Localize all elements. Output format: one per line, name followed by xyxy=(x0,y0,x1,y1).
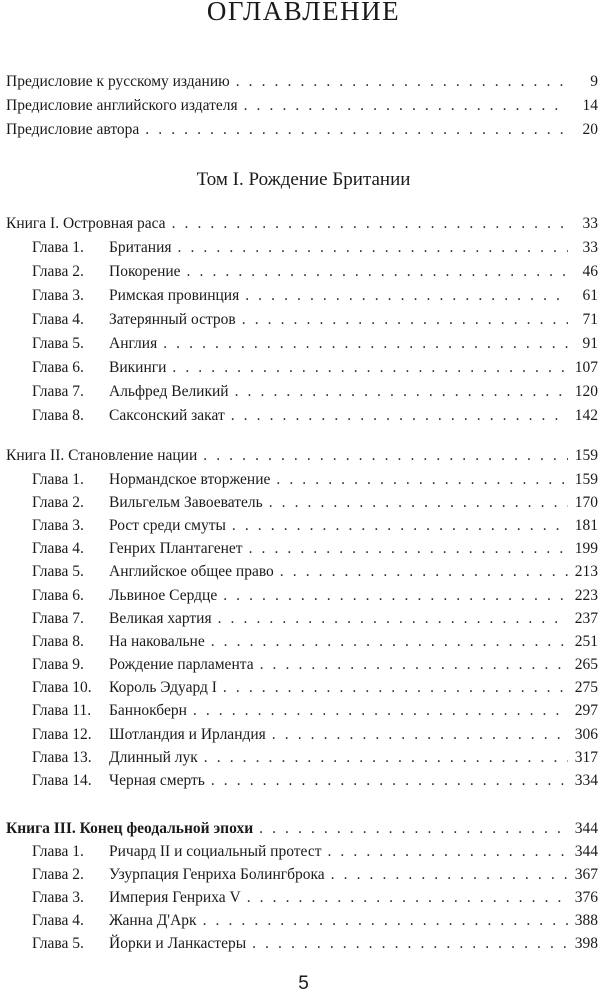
toc-chapter[interactable] xyxy=(32,746,598,769)
dot-leader xyxy=(163,332,568,355)
chapter-number: Глава 1. xyxy=(32,239,84,256)
dot-leader xyxy=(223,676,568,699)
chapter-label: Львиное Сердце xyxy=(109,587,218,604)
chapter-number: Глава 6. xyxy=(32,587,84,604)
dot-leader xyxy=(178,236,568,259)
toc-book-3[interactable] xyxy=(6,817,598,840)
dot-leader xyxy=(249,537,568,560)
entry-page: 9 xyxy=(590,73,598,90)
toc-entry-front-2[interactable] xyxy=(6,94,598,117)
toc-entry-front-3[interactable] xyxy=(6,118,598,141)
chapter-label: Ричард II и социальный протест xyxy=(109,843,322,860)
toc-chapter[interactable] xyxy=(32,560,598,583)
dot-leader xyxy=(211,769,568,792)
chapter-page: 213 xyxy=(574,563,598,580)
toc-chapter[interactable] xyxy=(32,886,598,909)
chapter-label: Англия xyxy=(109,335,158,352)
chapter-label: Саксонский закат xyxy=(109,407,225,424)
chapter-page: 223 xyxy=(574,587,598,604)
chapter-page: 71 xyxy=(582,311,598,328)
chapter-number: Глава 6. xyxy=(32,359,84,376)
toc-chapter[interactable] xyxy=(32,840,598,863)
book-page: 33 xyxy=(582,215,598,232)
book-page: 344 xyxy=(574,820,598,837)
chapter-label: Английское общее право xyxy=(109,563,274,580)
dot-leader xyxy=(231,404,568,427)
toc-chapter[interactable] xyxy=(32,284,598,307)
dot-leader xyxy=(211,630,568,653)
toc-chapter[interactable] xyxy=(32,932,598,955)
entry-label: Предисловие английского издателя xyxy=(6,97,238,114)
toc-chapter[interactable] xyxy=(32,491,598,514)
book-page: 159 xyxy=(574,447,598,464)
dot-leader xyxy=(187,260,568,283)
chapter-label: Генрих Плантагенет xyxy=(109,540,243,557)
toc-chapter[interactable] xyxy=(32,236,598,259)
chapter-number: Глава 8. xyxy=(32,407,84,424)
chapter-number: Глава 3. xyxy=(32,287,84,304)
chapter-number: Глава 8. xyxy=(32,633,84,650)
toc-chapter[interactable] xyxy=(32,607,598,630)
dot-leader xyxy=(276,468,568,491)
toc-chapter[interactable] xyxy=(32,699,598,722)
chapter-page: 46 xyxy=(582,263,598,280)
dot-leader xyxy=(218,607,568,630)
chapter-page: 91 xyxy=(582,335,598,352)
chapter-number: Глава 12. xyxy=(32,726,92,743)
dot-leader xyxy=(327,840,568,863)
entry-label: Предисловие автора xyxy=(6,121,140,138)
chapter-number: Глава 4. xyxy=(32,311,84,328)
dot-leader xyxy=(252,932,568,955)
toc-chapter[interactable] xyxy=(32,769,598,792)
chapter-label: На наковальне xyxy=(109,633,205,650)
book-label: Книга I. Островная раса xyxy=(6,215,166,232)
dot-leader xyxy=(145,118,568,141)
chapter-label: Британия xyxy=(109,239,172,256)
chapter-page: 237 xyxy=(574,610,598,627)
page-title: ОГЛАВЛЕНИЕ xyxy=(206,0,401,26)
chapter-label: Римская провинция xyxy=(109,287,240,304)
toc-chapter[interactable] xyxy=(32,468,598,491)
dot-leader xyxy=(235,380,568,403)
dot-leader xyxy=(247,886,568,909)
toc-chapter[interactable] xyxy=(32,332,598,355)
chapter-number: Глава 7. xyxy=(32,610,84,627)
chapter-label: Черная смерть xyxy=(109,772,205,789)
chapter-number: Глава 1. xyxy=(32,471,84,488)
chapter-number: Глава 3. xyxy=(32,889,84,906)
chapter-number: Глава 9. xyxy=(32,656,84,673)
toc-chapter[interactable] xyxy=(32,537,598,560)
dot-leader xyxy=(203,444,568,467)
entry-page: 20 xyxy=(582,121,598,138)
chapter-page: 33 xyxy=(582,239,598,256)
chapter-number: Глава 3. xyxy=(32,517,84,534)
chapter-label: Шотландия и Ирландия xyxy=(109,726,266,743)
chapter-page: 297 xyxy=(574,702,598,719)
toc-chapter[interactable] xyxy=(32,514,598,537)
chapter-page: 120 xyxy=(574,383,598,400)
toc-chapter[interactable] xyxy=(32,630,598,653)
dot-leader xyxy=(232,514,568,537)
dot-leader xyxy=(203,909,568,932)
book-label: Книга II. Становление нации xyxy=(6,447,198,464)
chapter-label: Покорение xyxy=(109,263,181,280)
chapter-page: 199 xyxy=(574,540,598,557)
dot-leader xyxy=(242,308,568,331)
chapter-page: 265 xyxy=(574,656,598,673)
chapter-number: Глава 7. xyxy=(32,383,84,400)
entry-label: Предисловие к русскому изданию xyxy=(6,73,230,90)
dot-leader xyxy=(223,584,568,607)
chapter-number: Глава 4. xyxy=(32,540,84,557)
chapter-label: Вильгельм Завоеватель xyxy=(109,494,263,511)
chapter-number: Глава 14. xyxy=(32,772,92,789)
chapter-label: Нормандское вторжение xyxy=(109,471,271,488)
chapter-number: Глава 1. xyxy=(32,843,84,860)
chapter-label: Король Эдуард I xyxy=(109,679,217,696)
chapter-page: 275 xyxy=(574,679,598,696)
chapter-page: 334 xyxy=(574,772,598,789)
toc-chapter[interactable] xyxy=(32,653,598,676)
dot-leader xyxy=(272,723,568,746)
dot-leader xyxy=(245,284,568,307)
book-label: Книга III. Конец феодальной эпохи xyxy=(6,820,254,837)
toc-chapter[interactable] xyxy=(32,404,598,427)
chapter-page: 107 xyxy=(574,359,598,376)
dot-leader xyxy=(172,356,568,379)
dot-leader xyxy=(260,653,568,676)
toc-chapter[interactable] xyxy=(32,584,598,607)
chapter-number: Глава 5. xyxy=(32,335,84,352)
chapter-number: Глава 2. xyxy=(32,494,84,511)
chapter-page: 251 xyxy=(574,633,598,650)
chapter-number: Глава 4. xyxy=(32,912,84,929)
toc-chapter[interactable] xyxy=(32,308,598,331)
chapter-number: Глава 11. xyxy=(32,702,92,719)
dot-leader xyxy=(331,863,568,886)
chapter-label: Йорки и Ланкастеры xyxy=(109,935,247,952)
chapter-page: 367 xyxy=(574,866,598,883)
chapter-label: Империя Генриха V xyxy=(109,889,241,906)
toc-chapter[interactable] xyxy=(32,909,598,932)
dot-leader xyxy=(244,94,568,117)
chapter-page: 376 xyxy=(574,889,598,906)
chapter-number: Глава 2. xyxy=(32,866,84,883)
chapter-label: Затерянный остров xyxy=(109,311,236,328)
chapter-page: 344 xyxy=(574,843,598,860)
chapter-page: 181 xyxy=(574,517,598,534)
chapter-label: Жанна Д'Арк xyxy=(109,912,197,929)
toc-book-1[interactable] xyxy=(6,212,598,235)
volume-heading: Том I. Рождение Британии xyxy=(196,169,411,190)
chapter-label: Викинги xyxy=(109,359,167,376)
chapter-label: Великая хартия xyxy=(109,610,212,627)
dot-leader xyxy=(172,212,568,235)
chapter-page: 398 xyxy=(574,935,598,952)
toc-entry-front-1[interactable] xyxy=(6,70,598,93)
chapter-label: Альфред Великий xyxy=(109,383,229,400)
dot-leader xyxy=(204,746,568,769)
toc-chapter[interactable] xyxy=(32,356,598,379)
chapter-page: 170 xyxy=(574,494,598,511)
chapter-label: Рождение парламента xyxy=(109,656,254,673)
dot-leader xyxy=(259,817,568,840)
chapter-number: Глава 10. xyxy=(32,679,92,696)
dot-leader xyxy=(280,560,568,583)
chapter-number: Глава 5. xyxy=(32,563,84,580)
chapter-label: Баннокберн xyxy=(109,702,187,719)
chapter-label: Рост среди смуты xyxy=(109,517,226,534)
chapter-page: 61 xyxy=(582,287,598,304)
chapter-number: Глава 2. xyxy=(32,263,84,280)
toc-book-2[interactable] xyxy=(6,444,598,467)
chapter-label: Узурпация Генриха Болингброка xyxy=(109,866,325,883)
toc-chapter[interactable] xyxy=(32,260,598,283)
chapter-page: 388 xyxy=(574,912,598,929)
chapter-page: 142 xyxy=(574,407,598,424)
toc-chapter[interactable] xyxy=(32,676,598,699)
entry-page: 14 xyxy=(582,97,598,114)
chapter-page: 159 xyxy=(574,471,598,488)
chapter-number: Глава 5. xyxy=(32,935,84,952)
dot-leader xyxy=(193,699,568,722)
page-number: 5 xyxy=(298,973,309,994)
chapter-label: Длинный лук xyxy=(109,749,198,766)
toc-chapter[interactable] xyxy=(32,723,598,746)
chapter-page: 317 xyxy=(574,749,598,766)
dot-leader xyxy=(236,70,568,93)
toc-chapter[interactable] xyxy=(32,863,598,886)
dot-leader xyxy=(269,491,568,514)
chapter-number: Глава 13. xyxy=(32,749,92,766)
toc-chapter[interactable] xyxy=(32,380,598,403)
chapter-page: 306 xyxy=(574,726,598,743)
